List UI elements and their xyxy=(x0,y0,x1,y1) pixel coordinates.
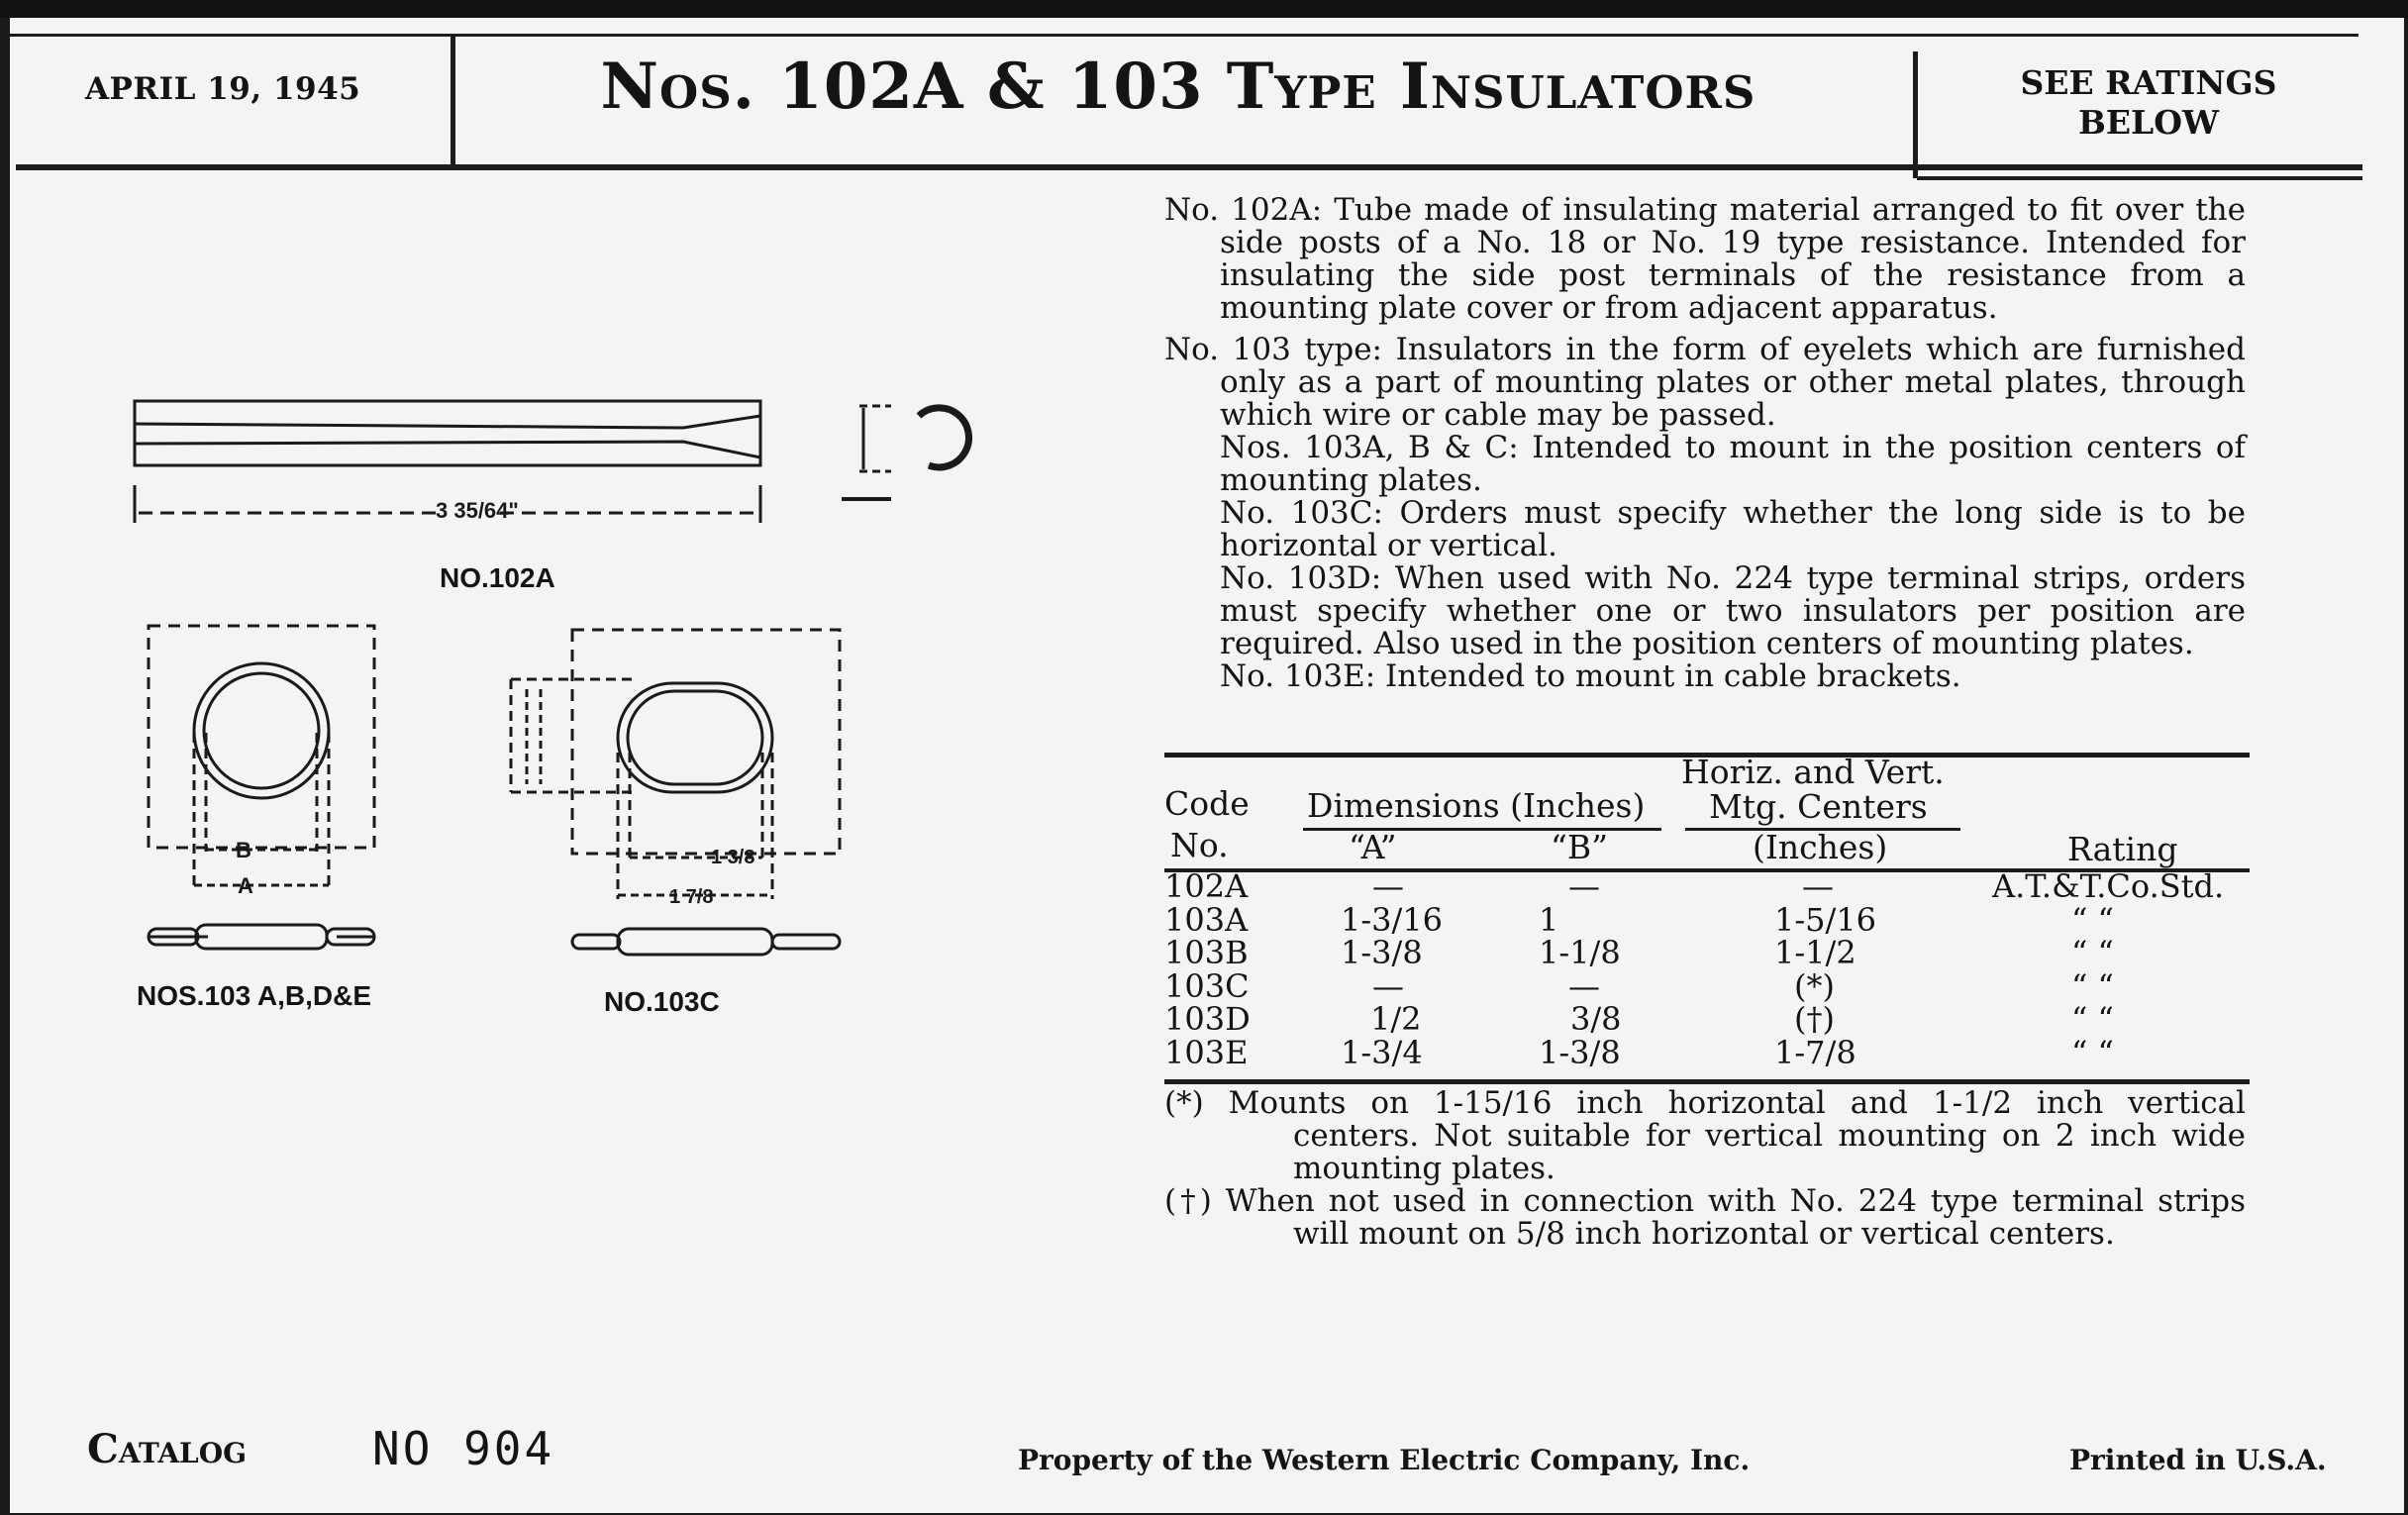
header-ratings-note xyxy=(1941,63,2357,143)
row-103d-rating: “ “ xyxy=(2071,1000,2114,1038)
footer-catalog-number: NO 904 xyxy=(372,1422,555,1475)
footer-printed-in: Printed in U.S.A. xyxy=(2069,1444,2327,1476)
description-block xyxy=(1164,194,2246,693)
row-103d-a: 1/2 xyxy=(1370,1000,1422,1038)
row-103c-a: — xyxy=(1372,967,1404,1005)
row-103b-rating: “ “ xyxy=(2071,934,2114,971)
desc-103e: No. 103E: Intended to mount in cable brackets. xyxy=(1220,658,1961,694)
desc-102a: No. 102A: Tube made of insulating material arranged to fit over the side posts of a No. 18 or No. 19 type resistance. Intended for insulating the side post terminals of the resistance from a mounting plate cover or from adjacent apparatus. xyxy=(1164,192,2246,326)
row-103e-b: 1-3/8 xyxy=(1539,1034,1621,1071)
row-103d-code: 103D xyxy=(1164,1000,1251,1038)
row-103c-code: 103C xyxy=(1164,967,1250,1005)
header-ratings-line1: SEE RATINGS xyxy=(2020,63,2277,102)
row-103c-rating: “ “ xyxy=(2071,967,2114,1005)
page-title: Nos. 102A & 103 Type Insulators xyxy=(600,50,1756,124)
dim-103-a: A xyxy=(238,873,253,898)
row-102a-code: 102A xyxy=(1164,867,1249,905)
row-103a-b: 1 xyxy=(1539,901,1559,939)
footnotes xyxy=(1164,1087,2246,1251)
row-103e-rating: “ “ xyxy=(2071,1034,2114,1071)
row-103b-a: 1-3/8 xyxy=(1341,934,1423,971)
row-103a-a: 1-3/16 xyxy=(1341,901,1444,939)
drawing-102a xyxy=(135,401,969,523)
desc-103c: No. 103C: Orders must specify whether the long side is to be horizontal or vertical. xyxy=(1220,495,2246,563)
col-header-code: Code xyxy=(1164,784,1250,823)
footnote-dagger: (†) When not used in connection with No. 224 type terminal strips will mount on 5/8 inch horizontal or vertical centers. xyxy=(1164,1183,2246,1252)
col-header-centers-1: Horiz. and Vert. xyxy=(1681,753,1945,791)
row-102a-b: — xyxy=(1568,867,1600,905)
row-103a-code: 103A xyxy=(1164,901,1249,939)
footer-catalog-label: Catalog xyxy=(87,1426,248,1472)
col-header-dimensions: Dimensions (Inches) xyxy=(1307,786,1646,825)
col-header-b: “B” xyxy=(1551,828,1608,866)
row-103b-centers: 1-1/2 xyxy=(1774,934,1856,971)
footer-property-notice: Property of the Western Electric Company, Inc. xyxy=(1018,1444,1751,1476)
header-bottom-rule-right xyxy=(1917,176,2362,180)
row-102a-rating: A.T.&T.Co.Std. xyxy=(1992,867,2225,905)
row-103b-b: 1-1/8 xyxy=(1539,934,1621,971)
label-103abde: NOS.103 A,B,D&E xyxy=(137,980,372,1011)
label-102a: NO.102A xyxy=(440,562,555,593)
dim-102a-length: 3 35/64" xyxy=(436,498,519,523)
tube-outline xyxy=(135,401,760,465)
dim-103c-b: 1 3/8 xyxy=(711,847,755,868)
desc-103abc: Nos. 103A, B & C: Intended to mount in the position centers of mounting plates. xyxy=(1220,430,2246,498)
label-103c: NO.103C xyxy=(604,986,720,1017)
row-103c-b: — xyxy=(1568,967,1600,1005)
col-header-no: No. xyxy=(1170,826,1229,864)
row-103d-b: 3/8 xyxy=(1570,1000,1622,1038)
row-103d-centers: (†) xyxy=(1794,1000,1835,1038)
row-103e-code: 103E xyxy=(1164,1034,1249,1071)
desc-103: No. 103 type: Insulators in the form of eyelets which are furnished only as a part of mounting plates or other metal plates, through which wire or cable may be passed. xyxy=(1164,332,2246,433)
row-103a-centers: 1-5/16 xyxy=(1774,901,1877,939)
header-date: APRIL 19, 1945 xyxy=(85,71,361,107)
row-103e-centers: 1-7/8 xyxy=(1774,1034,1856,1071)
col-header-a: “A” xyxy=(1349,828,1397,866)
row-103b-code: 103B xyxy=(1164,934,1249,971)
footnote-star: (*) Mounts on 1-15/16 inch horizontal and 1-1/2 inch vertical centers. Not suitable for vertical mounting on 2 inch wide mounting plates. xyxy=(1164,1085,2246,1186)
row-102a-a: — xyxy=(1372,867,1404,905)
col-header-rating: Rating xyxy=(2067,830,2178,868)
row-103e-a: 1-3/4 xyxy=(1341,1034,1423,1071)
col-header-centers-3: (Inches) xyxy=(1753,828,1888,866)
row-102a-centers: — xyxy=(1802,867,1834,905)
dim-103-b: B xyxy=(236,838,251,862)
row-103c-centers: (*) xyxy=(1794,967,1835,1005)
row-103a-rating: “ “ xyxy=(2071,901,2114,939)
insulator-drawings xyxy=(0,0,1089,1089)
header-ratings-line2: BELOW xyxy=(2077,103,2220,142)
desc-103d: No. 103D: When used with No. 224 type terminal strips, orders must specify whether one or two insulators per position are required. Also used in the position centers of mounting plates. xyxy=(1220,560,2246,661)
dim-103c-a: 1 7/8 xyxy=(669,886,714,908)
header-divider-right xyxy=(1913,51,1918,178)
drawing-103abde xyxy=(149,626,374,949)
col-header-centers-2: Mtg. Centers xyxy=(1709,787,1928,826)
table-bottom-rule xyxy=(1164,1079,2250,1084)
